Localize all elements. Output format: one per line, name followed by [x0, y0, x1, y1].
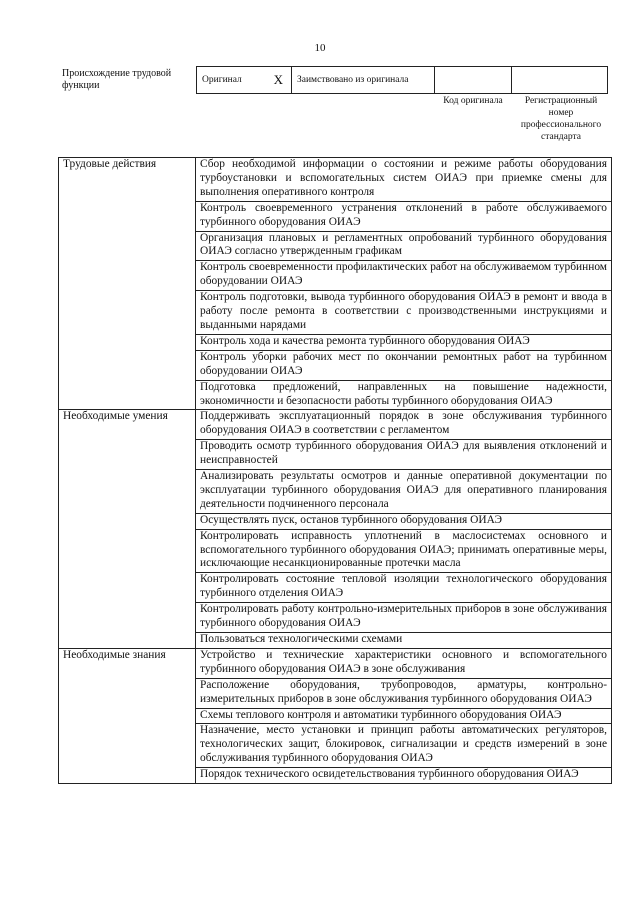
table-row: [59, 573, 612, 603]
table-row: [59, 724, 612, 768]
table-row: [59, 440, 612, 470]
section-title: [59, 573, 196, 603]
section-title: Необходимые знания: [59, 648, 196, 678]
borrowed-cell: [291, 66, 435, 94]
section-item: Контролировать работу контрольно-измерительных приборов в зоне обслуживания турбинного оборудования ОИАЭ: [196, 603, 612, 633]
section-item: Контроль своевременности профилактических работ на обслуживаемом турбинном оборудовании ОИАЭ: [196, 261, 612, 291]
section-title: [59, 470, 196, 514]
section-item: Проводить осмотр турбинного оборудования ОИАЭ для выявления отклонений и неисправностей: [196, 440, 612, 470]
section-title: [59, 678, 196, 708]
section-item: Поддерживать эксплуатационный порядок в зоне обслуживания турбинного оборудования ОИАЭ в соответствии с регламентом: [196, 410, 612, 440]
page-number: 10: [314, 42, 326, 54]
table-row: [59, 231, 612, 261]
section-item: Пользоваться технологическими схемами: [196, 633, 612, 649]
table-row: [59, 529, 612, 573]
table-row: [59, 201, 612, 231]
table-row: [59, 708, 612, 724]
table-row: [59, 768, 612, 784]
section-title: [59, 261, 196, 291]
section-title: Трудовые действия: [59, 158, 196, 202]
section-title: [59, 529, 196, 573]
section-item: Контролировать состояние тепловой изоляции технологического оборудования турбинного отделения ОИАЭ: [196, 573, 612, 603]
original-cell: [196, 66, 292, 94]
table-row: [59, 334, 612, 350]
code-caption: Код оригинала: [443, 96, 503, 106]
section-title: [59, 603, 196, 633]
table-row: [59, 603, 612, 633]
section-item: Сбор необходимой информации о состоянии и режиме работы оборудования турбоустановки и вспомогательных систем ОИАЭ при приемке смены для выполнения оперативного контроля: [196, 158, 612, 202]
table-row: [59, 380, 612, 410]
section-item: Осуществлять пуск, останов турбинного оборудования ОИАЭ: [196, 513, 612, 529]
table-row: [59, 261, 612, 291]
section-item: Контроль хода и качества ремонта турбинного оборудования ОИАЭ: [196, 334, 612, 350]
table-row: [59, 291, 612, 335]
origin-label: Происхождение трудовой функции: [62, 68, 172, 91]
borrowed-label: Заимствовано из оригинала: [297, 75, 409, 85]
table-row: [59, 678, 612, 708]
section-title: [59, 768, 196, 784]
table-row: [59, 470, 612, 514]
section-title: [59, 513, 196, 529]
section-item: Анализировать результаты осмотров и данные оперативной документации по эксплуатации турбинного оборудования ОИАЭ для оперативного планирования деятельности подчиненного персонала: [196, 470, 612, 514]
code-cell: [434, 66, 512, 94]
section-title: [59, 201, 196, 231]
table-row: [59, 513, 612, 529]
section-item: Порядок технического освидетельствования турбинного оборудования ОИАЭ: [196, 768, 612, 784]
table-row: [59, 350, 612, 380]
table-row: [59, 158, 612, 202]
section-item: Контроль уборки рабочих мест по окончании ремонтных работ на турбинном оборудовании ОИАЭ: [196, 350, 612, 380]
original-label: Оригинал: [202, 75, 242, 85]
section-item: Контроль своевременного устранения отклонений в работе обслуживаемого турбинного оборудования ОИАЭ: [196, 201, 612, 231]
section-title: [59, 380, 196, 410]
section-title: [59, 440, 196, 470]
section-item: Контроль подготовки, вывода турбинного оборудования ОИАЭ в ремонт и ввода в работу после ремонта в соответствии с производственными инструкциями и выданными нарядами: [196, 291, 612, 335]
section-title: [59, 291, 196, 335]
table-row: [59, 633, 612, 649]
section-item: Устройство и технические характеристики основного и вспомогательного турбинного оборудования ОИАЭ в зоне обслуживания: [196, 648, 612, 678]
origin-header: [58, 66, 608, 96]
original-mark: X: [273, 72, 283, 87]
reg-number-cell: [511, 66, 608, 94]
section-item: Организация плановых и регламентных опробований турбинного оборудования ОИАЭ согласно утвержденным графикам: [196, 231, 612, 261]
section-title: [59, 350, 196, 380]
section-title: Необходимые умения: [59, 410, 196, 440]
section-title: [59, 334, 196, 350]
table-row: [59, 648, 612, 678]
labor-function-table: [58, 157, 612, 784]
section-item: Расположение оборудования, трубопроводов, арматуры, контрольно-измерительных приборов в зоне обслуживания турбинного оборудования ОИАЭ: [196, 678, 612, 708]
reg-caption: Регистрационный номер профессионального стандарта: [520, 96, 602, 142]
section-title: [59, 633, 196, 649]
section-title: [59, 708, 196, 724]
section-title: [59, 724, 196, 768]
table-row: [59, 410, 612, 440]
section-title: [59, 231, 196, 261]
section-item: Назначение, место установки и принцип работы автоматических регуляторов, технологических защит, блокировок, сигнализации и средств измерений в зоне обслуживания турбинного оборудования ОИАЭ: [196, 724, 612, 768]
section-item: Схемы теплового контроля и автоматики турбинного оборудования ОИАЭ: [196, 708, 612, 724]
section-item: Подготовка предложений, направленных на повышение надежности, экономичности и безопасности работы турбинного оборудования ОИАЭ: [196, 380, 612, 410]
section-item: Контролировать исправность уплотнений в маслосистемах основного и вспомогательного турбинного оборудования ОИАЭ; принимать оперативные меры, исключающие несанкционированные протечки масла: [196, 529, 612, 573]
